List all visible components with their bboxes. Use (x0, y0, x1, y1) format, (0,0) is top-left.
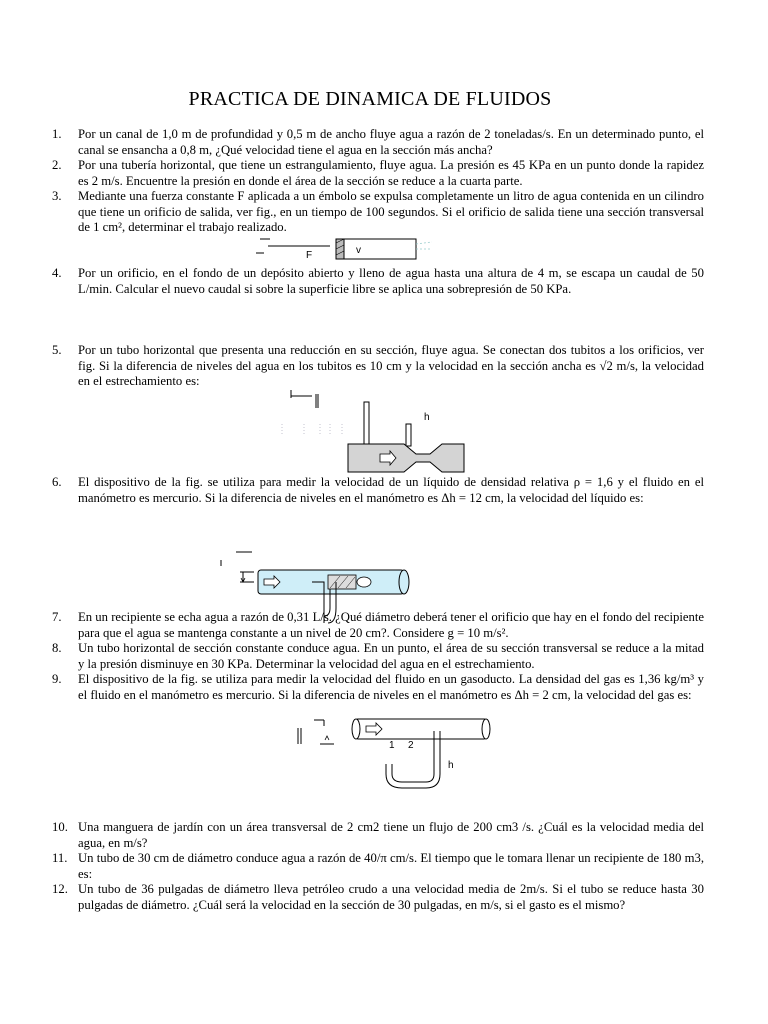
problem-number: 9. (52, 672, 62, 686)
problem-7 (52, 610, 704, 641)
problem-1 (52, 127, 704, 158)
problem-number: 11. (52, 851, 68, 865)
problem-text: Por una tubería horizontal, que tiene un estrangulamiento, fluye agua. La presión es 45 KPa en un punto donde la rapidez es 2 m/s. Encuentre la presión en donde el área de la sección se reduce a la cuarta parte. (78, 158, 704, 188)
point-2-label: 2 (408, 740, 414, 751)
problem-text: Una manguera de jardín con un área transversal de 2 cm2 tiene un flujo de 200 cm3 /s. ¿Cuál es la velocidad media del agua, en m/s? (78, 820, 704, 850)
height-label: h (448, 760, 454, 771)
problem-4 (52, 266, 704, 297)
problem-11 (52, 851, 704, 882)
point-1-label: 1 (389, 740, 395, 751)
problem-6 (52, 475, 704, 506)
problem-text: Por un tubo horizontal que presenta una reducción en su sección, fluye agua. Se conectan dos tubitos a los orificios, ver fig. Si la diferencia de niveles del agua en los tubitos es 10 cm y la velocidad en la sección ancha es √2 m/s, la velocidad en el estrechamiento es: (78, 343, 704, 388)
problem-number: 3. (52, 189, 62, 203)
problem-number: 8. (52, 641, 62, 655)
velocity-label: v (356, 245, 361, 256)
problem-10 (52, 820, 704, 851)
problem-2 (52, 158, 704, 189)
problem-3 (52, 189, 704, 236)
problem-12 (52, 882, 704, 913)
problem-text: El dispositivo de la fig. se utiliza para medir la velocidad de un líquido de densidad relativa ρ = 1,6 y el fluido en el manómetro es mercurio. Si la diferencia de niveles en el manómetro es Δh = 12 cm, la velocidad del líquido es: (78, 475, 704, 505)
figure-venturi-tubes (280, 388, 480, 474)
figure-piston-cylinder (250, 236, 430, 264)
problem-text: Por un canal de 1,0 m de profundidad y 0,5 m de ancho fluye agua a razón de 2 toneladas/s. En un determinado punto, el canal se ensancha a 0,8 m, ¿Qué velocidad tiene el agua en la sección más ancha? (78, 127, 704, 157)
problem-text: Un tubo horizontal de sección constante conduce agua. En un punto, el área de su sección transversal se reduce a la mitad y la presión disminuye en 30 KPa. Determinar la velocidad del agua en el estrechamiento. (78, 641, 704, 671)
problem-number: 2. (52, 158, 62, 172)
problem-9 (52, 672, 704, 703)
problem-text: Un tubo de 30 cm de diámetro conduce agua a razón de 40/π cm/s. El tiempo que le tomara llenar un recipiente de 180 m3, es: (78, 851, 704, 881)
problem-text: En un recipiente se echa agua a razón de 0,31 L/s. ¿Qué diámetro deberá tener el orificio que hay en el fondo del recipiente para que el agua se mantenga constante a un nivel de 20 cm?. Considere g = 10 m/s². (78, 610, 704, 640)
problem-text: Por un orificio, en el fondo de un depósito abierto y lleno de agua hasta una altura de 4 m, se escapa un caudal de 50 L/min. Calcular el nuevo caudal si sobre la superficie libre se aplica una sobrepresión de 50 KPa. (78, 266, 704, 296)
problem-number: 5. (52, 343, 62, 357)
figure-gas-manometer (292, 716, 492, 788)
problem-number: 12. (52, 882, 68, 896)
problem-text: El dispositivo de la fig. se utiliza para medir la velocidad del fluido en un gasoducto. La densidad del gas es 1,36 kg/m³ y el fluido en el manómetro es mercurio. Si la diferencia de niveles en el manómetro es Δh = 2 cm, la velocidad del gas es: (78, 672, 704, 702)
problem-number: 10. (52, 820, 68, 834)
problem-8 (52, 641, 704, 672)
problem-number: 6. (52, 475, 62, 489)
problem-text: Un tubo de 36 pulgadas de diámetro lleva petróleo crudo a una velocidad media de 2m/s. Si el tubo se reduce hasta 30 pulgadas de diámetro. ¿Cuál será la velocidad en la sección de 30 pulgadas, en m/s, si el gasto es el mismo? (78, 882, 704, 912)
problem-number: 7. (52, 610, 62, 624)
page-title: PRACTICA DE DINAMICA DE FLUIDOS (188, 88, 552, 110)
problem-text: Mediante una fuerza constante F aplicada a un émbolo se expulsa completamente un litro de agua contenida en un cilindro que tiene un orificio de salida, ver fig., en un tiempo de 100 segundos. Si el orificio de salida tiene una sección transversal de 1 cm², determinar el trabajo realizado. (78, 189, 704, 234)
problem-5 (52, 343, 704, 390)
problem-number: 1. (52, 127, 62, 141)
problem-number: 4. (52, 266, 62, 280)
height-label: h (424, 412, 430, 423)
force-label: F (306, 250, 313, 261)
